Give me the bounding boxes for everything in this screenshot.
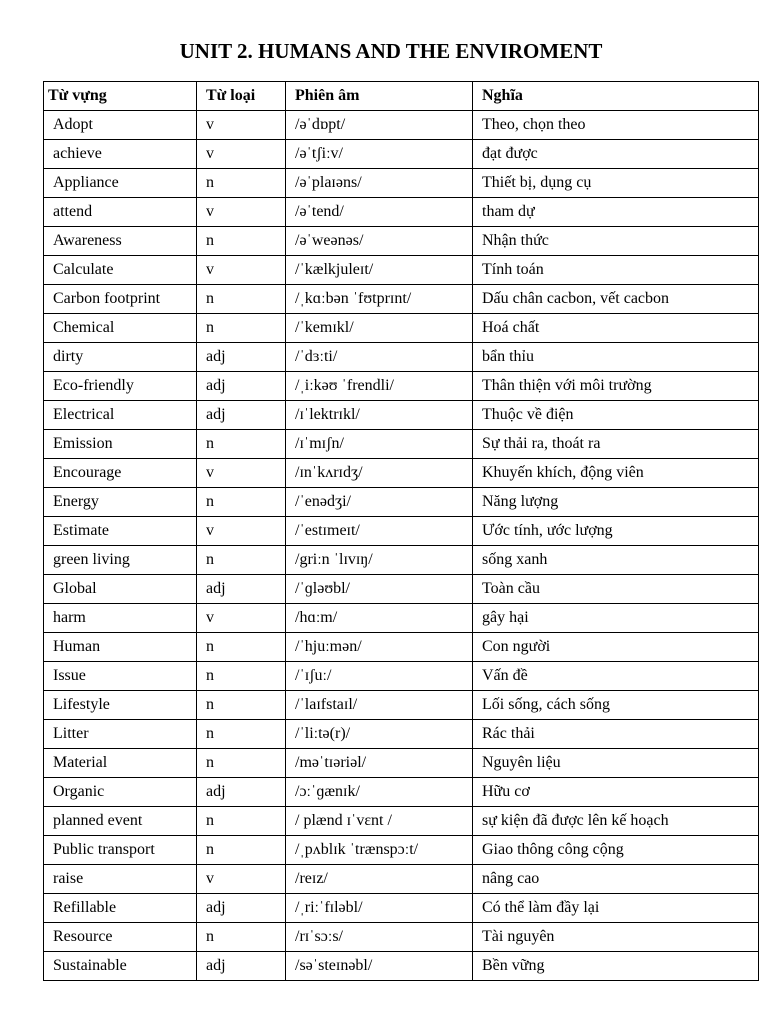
cell-word-class: adj (197, 575, 286, 604)
cell-pronunciation: /ɔːˈɡænɪk/ (286, 778, 473, 807)
cell-word: harm (44, 604, 197, 633)
cell-word-class: adj (197, 372, 286, 401)
cell-word: Organic (44, 778, 197, 807)
cell-pronunciation: /ˈdɜːti/ (286, 343, 473, 372)
table-row (44, 198, 759, 227)
cell-word-class: n (197, 720, 286, 749)
cell-pronunciation: /ˌpʌblɪk ˈtrænspɔːt/ (286, 836, 473, 865)
cell-meaning: Tính toán (473, 256, 759, 285)
cell-word-class: n (197, 285, 286, 314)
table-row (44, 488, 759, 517)
table-row (44, 575, 759, 604)
cell-word-class: n (197, 169, 286, 198)
cell-meaning: Năng lượng (473, 488, 759, 517)
cell-word-class: v (197, 517, 286, 546)
cell-pronunciation: /əˈdɒpt/ (286, 111, 473, 140)
cell-pronunciation: /ˈliːtə(r)/ (286, 720, 473, 749)
cell-meaning: Thân thiện với môi trường (473, 372, 759, 401)
cell-word-class: v (197, 459, 286, 488)
cell-meaning: Dấu chân cacbon, vết cacbon (473, 285, 759, 314)
table-row (44, 836, 759, 865)
cell-pronunciation: /rɪˈsɔːs/ (286, 923, 473, 952)
cell-word-class: n (197, 227, 286, 256)
table-row (44, 662, 759, 691)
table-row (44, 256, 759, 285)
cell-meaning: Thiết bị, dụng cụ (473, 169, 759, 198)
cell-word-class: n (197, 662, 286, 691)
table-row (44, 546, 759, 575)
cell-word-class: n (197, 923, 286, 952)
cell-word: Chemical (44, 314, 197, 343)
cell-word-class: n (197, 546, 286, 575)
header-pronunciation: Phiên âm (286, 82, 473, 111)
cell-pronunciation: /ˈestɪmeɪt/ (286, 517, 473, 546)
cell-word: Litter (44, 720, 197, 749)
table-row (44, 140, 759, 169)
cell-pronunciation: /ɪnˈkʌrɪdʒ/ (286, 459, 473, 488)
cell-word-class: n (197, 488, 286, 517)
cell-word-class: v (197, 604, 286, 633)
cell-word-class: v (197, 140, 286, 169)
table-row (44, 633, 759, 662)
table-row (44, 285, 759, 314)
page-title: UNIT 2. HUMANS AND THE ENVIROMENT (179, 39, 603, 63)
cell-meaning: Tài nguyên (473, 923, 759, 952)
table-row (44, 459, 759, 488)
header-word: Từ vựng (44, 82, 197, 111)
cell-word-class: adj (197, 952, 286, 981)
cell-meaning: Giao thông công cộng (473, 836, 759, 865)
cell-word-class: n (197, 749, 286, 778)
cell-pronunciation: /ˈlaɪfstaɪl/ (286, 691, 473, 720)
cell-pronunciation: /ˈɪʃuː/ (286, 662, 473, 691)
cell-meaning: nâng cao (473, 865, 759, 894)
cell-word-class: n (197, 314, 286, 343)
header-word-class: Từ loại (197, 82, 286, 111)
cell-word: Carbon footprint (44, 285, 197, 314)
cell-pronunciation: /ˌkɑːbən ˈfʊtprɪnt/ (286, 285, 473, 314)
cell-meaning: Ước tính, ước lượng (473, 517, 759, 546)
cell-word: Appliance (44, 169, 197, 198)
table-row (44, 169, 759, 198)
cell-word: raise (44, 865, 197, 894)
table-row (44, 343, 759, 372)
cell-word: Lifestyle (44, 691, 197, 720)
cell-word-class: n (197, 836, 286, 865)
cell-word: Public transport (44, 836, 197, 865)
cell-word: Human (44, 633, 197, 662)
table-row (44, 923, 759, 952)
table-row (44, 401, 759, 430)
table-row (44, 517, 759, 546)
cell-word: Energy (44, 488, 197, 517)
table-row (44, 691, 759, 720)
cell-meaning: Khuyến khích, động viên (473, 459, 759, 488)
cell-word-class: adj (197, 778, 286, 807)
cell-word: Refillable (44, 894, 197, 923)
cell-word: achieve (44, 140, 197, 169)
cell-word: Calculate (44, 256, 197, 285)
table-row (44, 314, 759, 343)
cell-word: Awareness (44, 227, 197, 256)
cell-pronunciation: /ˈenədʒi/ (286, 488, 473, 517)
cell-pronunciation: /əˈtend/ (286, 198, 473, 227)
cell-meaning: Theo, chọn theo (473, 111, 759, 140)
cell-meaning: đạt được (473, 140, 759, 169)
cell-word: Emission (44, 430, 197, 459)
cell-pronunciation: /ˌriːˈfɪləbl/ (286, 894, 473, 923)
table-header (44, 82, 759, 111)
cell-word-class: v (197, 256, 286, 285)
cell-pronunciation: /ˈhjuːmən/ (286, 633, 473, 662)
table-row (44, 894, 759, 923)
cell-word-class: n (197, 430, 286, 459)
cell-meaning: Lối sống, cách sống (473, 691, 759, 720)
cell-word: Encourage (44, 459, 197, 488)
cell-meaning: Rác thải (473, 720, 759, 749)
cell-pronunciation: /griːn ˈlɪvɪŋ/ (286, 546, 473, 575)
cell-word: green living (44, 546, 197, 575)
cell-word: Global (44, 575, 197, 604)
cell-word-class: n (197, 633, 286, 662)
cell-meaning: Nguyên liệu (473, 749, 759, 778)
vocabulary-table (43, 81, 759, 981)
cell-meaning: Sự thải ra, thoát ra (473, 430, 759, 459)
cell-word: Eco-friendly (44, 372, 197, 401)
cell-word: dirty (44, 343, 197, 372)
table-row (44, 372, 759, 401)
header-meaning: Nghĩa (473, 82, 759, 111)
cell-word-class: v (197, 111, 286, 140)
table-row (44, 952, 759, 981)
cell-meaning: Hữu cơ (473, 778, 759, 807)
cell-meaning: Toàn cầu (473, 575, 759, 604)
cell-meaning: Bền vững (473, 952, 759, 981)
cell-meaning: Hoá chất (473, 314, 759, 343)
header-row (44, 82, 759, 111)
cell-pronunciation: /hɑːm/ (286, 604, 473, 633)
cell-word: Material (44, 749, 197, 778)
cell-word-class: adj (197, 894, 286, 923)
cell-pronunciation: /ɪˈmɪʃn/ (286, 430, 473, 459)
table-row (44, 430, 759, 459)
cell-meaning: Vấn đề (473, 662, 759, 691)
cell-meaning: bẩn thỉu (473, 343, 759, 372)
cell-word-class: n (197, 691, 286, 720)
cell-word: Resource (44, 923, 197, 952)
table-row (44, 604, 759, 633)
cell-pronunciation: /əˈweənəs/ (286, 227, 473, 256)
cell-word: Adopt (44, 111, 197, 140)
cell-meaning: gây hại (473, 604, 759, 633)
cell-pronunciation: /ˈɡləʊbl/ (286, 575, 473, 604)
table-row (44, 720, 759, 749)
table-row (44, 111, 759, 140)
cell-word-class: v (197, 198, 286, 227)
table-row (44, 807, 759, 836)
cell-word-class: n (197, 807, 286, 836)
table-row (44, 778, 759, 807)
cell-word: Sustainable (44, 952, 197, 981)
cell-pronunciation: /ˌiːkəʊ ˈfrendli/ (286, 372, 473, 401)
cell-meaning: sống xanh (473, 546, 759, 575)
cell-pronunciation: /əˈplaɪəns/ (286, 169, 473, 198)
cell-meaning: Có thể làm đầy lại (473, 894, 759, 923)
cell-word: attend (44, 198, 197, 227)
table-row (44, 865, 759, 894)
cell-meaning: Thuộc về điện (473, 401, 759, 430)
table-row (44, 749, 759, 778)
cell-pronunciation: /ɪˈlektrɪkl/ (286, 401, 473, 430)
cell-pronunciation: /reɪz/ (286, 865, 473, 894)
table-row (44, 227, 759, 256)
cell-word: Estimate (44, 517, 197, 546)
cell-word: Electrical (44, 401, 197, 430)
cell-pronunciation: /ˈkælkjuleɪt/ (286, 256, 473, 285)
table-body (44, 111, 759, 981)
cell-pronunciation: /əˈtʃiːv/ (286, 140, 473, 169)
cell-word-class: adj (197, 401, 286, 430)
cell-meaning: Nhận thức (473, 227, 759, 256)
cell-pronunciation: /səˈsteɪnəbl/ (286, 952, 473, 981)
cell-meaning: sự kiện đã được lên kế hoạch (473, 807, 759, 836)
cell-pronunciation: / plænd ɪˈvɛnt / (286, 807, 473, 836)
cell-meaning: tham dự (473, 198, 759, 227)
cell-pronunciation: /məˈtɪəriəl/ (286, 749, 473, 778)
cell-word-class: v (197, 865, 286, 894)
cell-pronunciation: /ˈkemɪkl/ (286, 314, 473, 343)
cell-word: planned event (44, 807, 197, 836)
cell-word: Issue (44, 662, 197, 691)
cell-meaning: Con người (473, 633, 759, 662)
cell-word-class: adj (197, 343, 286, 372)
